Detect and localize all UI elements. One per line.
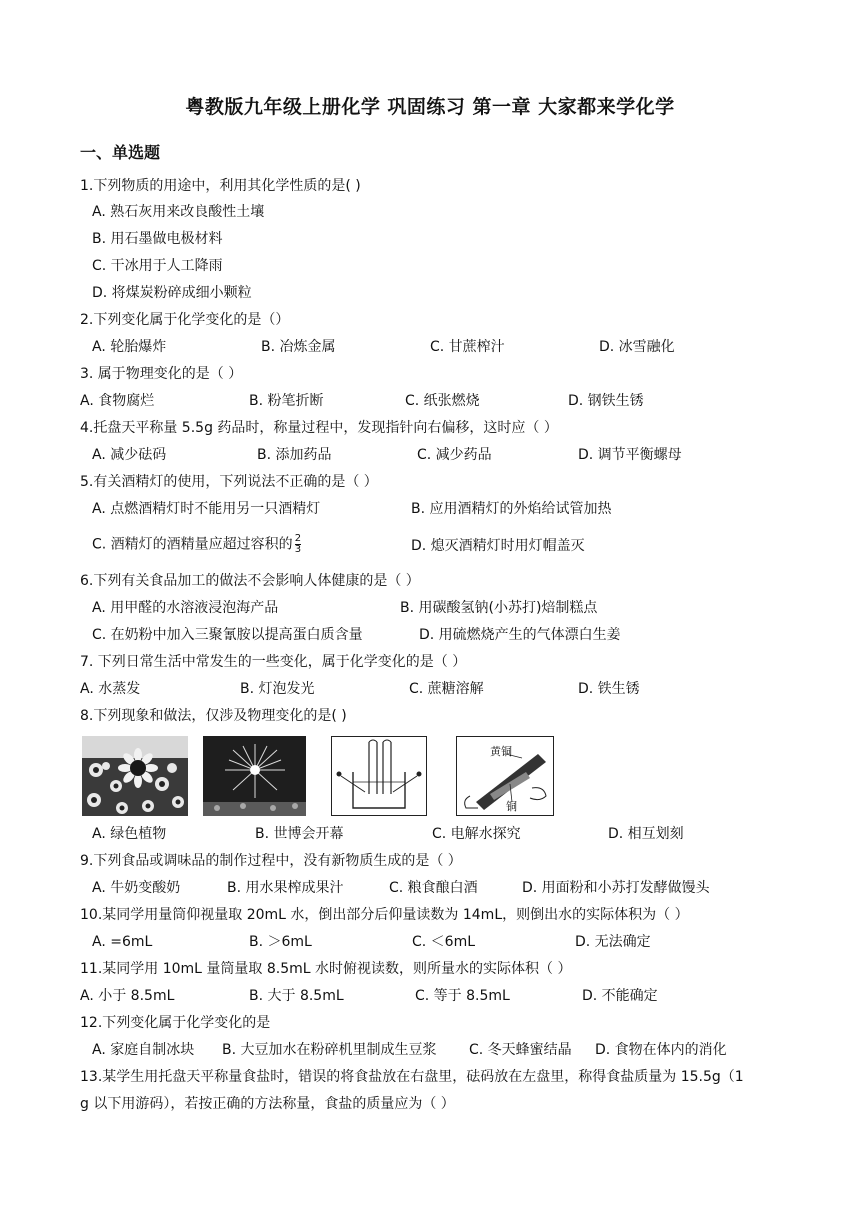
question-12-option-d: D. 食物在体内的消化 — [595, 1042, 727, 1058]
question-12-stem: 12.下列变化属于化学变化的是 — [80, 1015, 271, 1031]
question-13-stem-line-1: 13.某学生用托盘天平称量食盐时，错误的将食盐放在右盘里，砝码放在左盘里，称得食盐质量为 15.5g（1 — [80, 1069, 744, 1085]
question-4-option-c: C. 减少药品 — [417, 447, 492, 463]
question-2-option-c: C. 甘蔗榨汁 — [430, 339, 505, 355]
question-6-option-b: B. 用碳酸氢钠(小苏打)焙制糕点 — [400, 600, 598, 616]
question-12-option-b: B. 大豆加水在粉碎机里制成生豆浆 — [222, 1042, 437, 1058]
question-6-stem: 6.下列有关食品加工的做法不会影响人体健康的是（ ） — [80, 573, 420, 589]
question-4-option-b: B. 添加药品 — [257, 447, 332, 463]
question-11-option-d: D. 不能确定 — [582, 988, 658, 1004]
question-8-option-a: A. 绿色植物 — [92, 826, 167, 842]
electrolysis-apparatus-image — [331, 736, 427, 816]
question-8-option-d: D. 相互划刻 — [608, 826, 684, 842]
question-10-option-d: D. 无法确定 — [575, 934, 651, 950]
question-3-option-c: C. 纸张燃烧 — [405, 393, 480, 409]
brass-label: 黄铜 — [490, 745, 512, 758]
question-12-option-c: C. 冬天蜂蜜结晶 — [469, 1042, 572, 1058]
question-2-stem: 2.下列变化属于化学变化的是（） — [80, 312, 290, 328]
question-9-option-b: B. 用水果榨成果汁 — [227, 880, 344, 896]
question-8-stem: 8.下列现象和做法，仅涉及物理变化的是( ) — [80, 708, 347, 724]
question-4-option-d: D. 调节平衡螺母 — [578, 447, 682, 463]
sunflower-image — [82, 736, 188, 816]
question-11-option-c: C. 等于 8.5mL — [415, 988, 510, 1004]
question-1-option-d: D. 将煤炭粉碎成细小颗粒 — [92, 285, 252, 301]
question-1-stem: 1.下列物质的用途中，利用其化学性质的是( ) — [80, 178, 361, 194]
fireworks-image — [203, 736, 306, 816]
question-8-option-b: B. 世博会开幕 — [255, 826, 344, 842]
question-7-option-b: B. 灯泡发光 — [240, 681, 315, 697]
question-2-option-a: A. 轮胎爆炸 — [92, 339, 167, 355]
question-1-option-b: B. 用石墨做电极材料 — [92, 231, 223, 247]
question-4-stem: 4.托盘天平称量 5.5g 药品时，称量过程中，发现指针向右偏移，这时应（ ） — [80, 420, 558, 436]
section-heading: 一、单选题 — [80, 143, 161, 162]
question-12-option-a: A. 家庭自制冰块 — [92, 1042, 195, 1058]
question-10-stem: 10.某同学用量筒仰视量取 20mL 水，倒出部分后仰量读数为 14mL，则倒出水的实际体积为（ ） — [80, 907, 689, 923]
question-5-stem: 5.有关酒精灯的使用，下列说法不正确的是（ ） — [80, 474, 378, 490]
question-3-option-d: D. 钢铁生锈 — [568, 393, 644, 409]
question-11-option-b: B. 大于 8.5mL — [249, 988, 344, 1004]
question-4-option-a: A. 减少砝码 — [92, 447, 167, 463]
question-3-stem: 3. 属于物理变化的是（ ） — [80, 366, 243, 382]
question-9-option-c: C. 粮食酿白酒 — [389, 880, 478, 896]
question-8-option-c: C. 电解水探究 — [432, 826, 521, 842]
question-7-option-d: D. 铁生锈 — [578, 681, 640, 697]
question-6-option-a: A. 用甲醛的水溶液浸泡海产品 — [92, 600, 279, 616]
question-10-option-a: A. =6mL — [92, 934, 153, 950]
question-7-stem: 7. 下列日常生活中常发生的一些变化，属于化学变化的是（ ） — [80, 654, 467, 670]
question-1-option-a: A. 熟石灰用来改良酸性土壤 — [92, 204, 265, 220]
question-6-option-c: C. 在奶粉中加入三聚氰胺以提高蛋白质含量 — [92, 627, 363, 643]
question-9-stem: 9.下列食品或调味品的制作过程中，没有新物质生成的是（ ） — [80, 853, 462, 869]
question-2-option-b: B. 冶炼金属 — [261, 339, 336, 355]
question-11-stem: 11.某同学用 10mL 量筒量取 8.5mL 水时俯视读数，则所量水的实际体积（ ） — [80, 961, 572, 977]
question-7-option-c: C. 蔗糖溶解 — [409, 681, 484, 697]
metal-scratch-image — [456, 736, 554, 816]
question-9-option-d: D. 用面粉和小苏打发酵做馒头 — [522, 880, 710, 896]
question-1-option-c: C. 干冰用于人工降雨 — [92, 258, 223, 274]
question-13-stem-line-2: g 以下用游码），若按正确的方法称量，食盐的质量应为（ ） — [80, 1096, 455, 1112]
question-5-option-c-text: C. 酒精灯的酒精量应超过容积的 — [92, 536, 293, 553]
question-5-option-c — [92, 534, 301, 555]
question-2-option-d: D. 冰雪融化 — [599, 339, 675, 355]
question-11-option-a: A. 小于 8.5mL — [80, 988, 175, 1004]
question-10-option-b: B. ＞6mL — [249, 934, 312, 950]
question-5-option-b: B. 应用酒精灯的外焰给试管加热 — [411, 501, 612, 517]
question-10-option-c: C. ＜6mL — [412, 934, 476, 950]
question-7-option-a: A. 水蒸发 — [80, 681, 141, 697]
question-9-option-a: A. 牛奶变酸奶 — [92, 880, 181, 896]
question-5-option-a: A. 点燃酒精灯时不能用另一只酒精灯 — [92, 501, 321, 517]
question-6-option-d: D. 用硫燃烧产生的气体漂白生姜 — [419, 627, 621, 643]
fraction-two-thirds: $\frac{2}{3}$ — [294, 533, 302, 555]
question-5-option-d: D. 熄灭酒精灯时用灯帽盖灭 — [411, 538, 585, 554]
question-3-option-a: A. 食物腐烂 — [80, 393, 155, 409]
copper-label: 铜 — [506, 800, 517, 813]
page-title: 粤教版九年级上册化学 巩固练习 第一章 大家都来学化学 — [185, 96, 675, 118]
question-3-option-b: B. 粉笔折断 — [249, 393, 324, 409]
